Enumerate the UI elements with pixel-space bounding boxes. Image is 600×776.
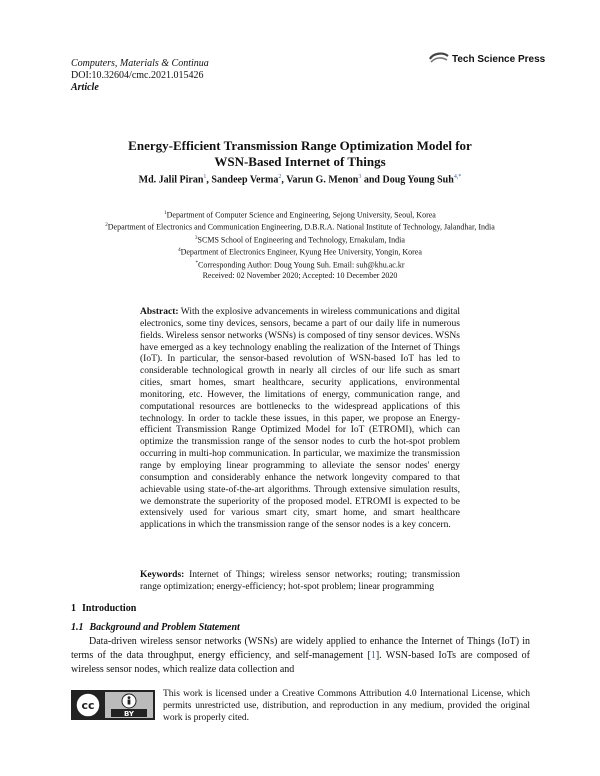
- article-type: Article: [71, 82, 99, 93]
- keywords-text: Internet of Things; wireless sensor networks; routing; transmission range optimization; energy-efficiency; hot-spot problem; linear programming: [140, 570, 460, 592]
- keywords-label: Keywords:: [140, 570, 185, 580]
- cc-by-logo-icon: [71, 690, 155, 720]
- license-text: This work is licensed under a Creative Commons Attribution 4.0 International License, which permits unrestricted use, distribution, and reproduction in any medium, provided the original work is properly cited.: [163, 689, 530, 723]
- abstract: [140, 307, 460, 532]
- section-heading: 1 Introduction: [71, 603, 137, 614]
- author: Md. Jalil Piran: [138, 174, 204, 186]
- author: Varun G. Menon: [286, 174, 359, 186]
- abstract-text: With the explosive advancements in wireless communications and digital electronics, some tiny devices, sensors, became a part of our daily life in numerous fields. Wireless sensor networks (WSNs) is composed of tiny sensor devices. WSNs have emerged as a key technology enabling the realization of the Internet of Things (IoT). In particular, the sensor-based revolution of WSN-based IoT has led to considerable technological growth in nearly all circles of our life such as smart cities, smart homes, smart healthcare, security applications, environmental monitoring, etc. However, the limitations of energy, communication range, and computational resources are bottlenecks to the widespread applications of this technology. In order to tackle these issues, in this paper, we propose an Energy-efficient Transmission Range Optimized Model for IoT (ETROMI), which can optimize the transmission range of the sensor nodes to curb the hot-spot problem occurring in multi-hop communication. In particular, we maximize the transmission range by employing linear programming to alleviate the sensor nodes' energy consumption and considerably enhance the network longevity compared to that achievable using state-of-the-art algorithms. Through extensive simulation results, we demonstrate the superiority of the proposed model. ETROMI is expected to be extensively used for various smart city, smart home, and smart healthcare applications in which the transmission range of the sensor nodes is a key concern.: [140, 307, 460, 531]
- affiliation: $^4$Department of Electronics Engineer, Kyung Hee University, Yongin, Korea: [178, 248, 422, 258]
- author-sup[interactable]: 4,*: [453, 174, 462, 180]
- author-sup[interactable]: 3: [358, 174, 362, 180]
- author-sup[interactable]: 2: [278, 174, 282, 180]
- affiliation: $^2$Department of Electronics and Communication Engineering, D.B.R.A. National Institute of Technology, Jalandhar, India: [105, 223, 495, 233]
- citation-link[interactable]: 1: [370, 650, 376, 661]
- keywords: [140, 570, 460, 594]
- affiliation: $^1$Department of Computer Science and Engineering, Sejong University, Seoul, Korea: [164, 210, 436, 220]
- title-line-2: WSN-Based Internet of Things: [214, 154, 386, 169]
- author: Doug Young Suh: [382, 174, 454, 186]
- title-line-1: Energy-Efficient Transmission Range Optimization Model for: [128, 138, 472, 153]
- doi: DOI:10.32604/cmc.2021.015426: [71, 70, 204, 81]
- subsection-heading: 1.1 Background and Problem Statement: [71, 622, 240, 633]
- publisher: [428, 52, 545, 66]
- journal-name: Computers, Materials & Continua: [71, 58, 209, 69]
- publisher-name: Tech Science Press: [452, 53, 546, 65]
- cc-label: cc: [81, 699, 95, 712]
- cc-by-badge[interactable]: [71, 690, 155, 720]
- author-sup[interactable]: 1: [203, 174, 207, 180]
- body-paragraph: Data-driven wireless sensor networks (WSNs) are widely applied to enhance the Internet of Things (IoT) in terms of the data throughput, energy efficiency, and self-management [1]. WSN-based IoTs are composed of wireless sensor nodes, which realize data collection and: [71, 636, 530, 675]
- author: Sandeep Verma: [211, 174, 279, 186]
- received-accepted-dates: Received: 02 November 2020; Accepted: 10 December 2020: [202, 271, 398, 281]
- author-list: Md. Jalil Piran$^1$, Sandeep Verma$^2$, Varun G. Menon$^3$ and Doug Young Suh$^{4,*}$: [138, 174, 462, 186]
- paper-title: [60, 138, 540, 170]
- by-label: BY: [123, 710, 135, 718]
- publisher-logo-icon: [428, 52, 450, 66]
- affiliation: $^3$SCMS School of Engineering and Technology, Ernakulam, India: [195, 235, 405, 245]
- corresponding-author: *Corresponding Author: Doug Young Suh. Email: suh@khu.ac.kr: [195, 260, 405, 270]
- abstract-label: Abstract:: [140, 307, 179, 317]
- affiliations: [40, 209, 560, 282]
